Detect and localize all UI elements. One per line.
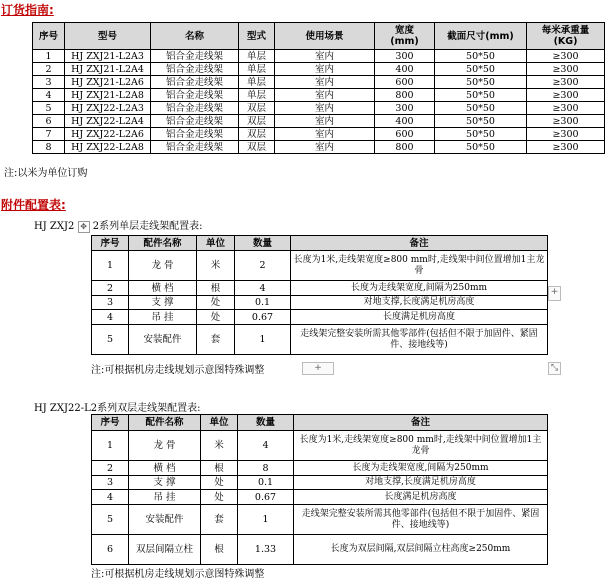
table-cell: ≥300 <box>527 89 605 102</box>
table-row <box>33 89 605 102</box>
single-title-part-b: 2系列单层走线架配置表: <box>92 221 203 232</box>
table-cell: ≥300 <box>527 76 605 89</box>
header-cell: 配件名称 <box>129 236 197 251</box>
header-cell: 单位 <box>201 415 238 431</box>
table-row <box>33 50 605 63</box>
table-cell: 4 <box>238 431 294 461</box>
table-cell: 6 <box>33 115 65 128</box>
header-cell: 备注 <box>294 415 548 431</box>
table-cell: 安装配件 <box>129 325 197 355</box>
table-row <box>33 63 605 76</box>
header-cell: 数量 <box>235 236 291 251</box>
table-cell: 吊 挂 <box>129 490 201 505</box>
table-cell: 吊 挂 <box>129 310 197 325</box>
header-cell: 截面尺寸(mm) <box>435 23 527 50</box>
order-note: 注:以米为单位订购 <box>4 168 88 179</box>
table-cell: 50*50 <box>435 115 527 128</box>
table-row <box>92 296 548 310</box>
table-cell: ≥300 <box>527 128 605 141</box>
table-cell: 0.67 <box>238 490 294 505</box>
table-cell: 1 <box>238 505 294 535</box>
table-cell: 8 <box>33 141 65 154</box>
table-cell: 2 <box>33 63 65 76</box>
add-row-button[interactable]: + <box>302 362 334 375</box>
header-cell: 序号 <box>92 415 129 431</box>
table-cell: 1.33 <box>238 535 294 565</box>
table-cell: 50*50 <box>435 102 527 115</box>
table-cell: ≥300 <box>527 63 605 76</box>
table-cell: HJ ZXJ22-L2A8 <box>65 141 151 154</box>
accessory-heading: 附件配置表: <box>1 198 66 212</box>
table-cell: 处 <box>201 476 238 490</box>
header-cell: 使用场景 <box>275 23 375 50</box>
table-cell: ≥300 <box>527 141 605 154</box>
table-cell: 长度为双层间隔,双层间隔立柱高度≥250mm <box>294 535 548 565</box>
resize-handle-icon[interactable]: ⤡ <box>548 362 561 375</box>
table-cell: 7 <box>33 128 65 141</box>
table-cell: 50*50 <box>435 50 527 63</box>
table-cell: 室内 <box>275 115 375 128</box>
table-cell: HJ ZXJ21-L2A3 <box>65 50 151 63</box>
double-layer-table <box>91 414 548 565</box>
table-row <box>92 461 548 476</box>
table-cell: 室内 <box>275 141 375 154</box>
header-cell: 单位 <box>197 236 235 251</box>
table-cell: 300 <box>375 50 435 63</box>
header-cell: 序号 <box>92 236 129 251</box>
table-cell: HJ ZXJ21-L2A8 <box>65 89 151 102</box>
table-cell: ≥300 <box>527 50 605 63</box>
table-row <box>33 141 605 154</box>
table-row <box>92 505 548 535</box>
table-cell: 支 撑 <box>129 296 197 310</box>
table-cell: 对地支撑,长度满足机房高度 <box>291 296 548 310</box>
order-guide-heading: 订货指南: <box>1 3 54 17</box>
table-cell: 室内 <box>275 50 375 63</box>
table-cell: 室内 <box>275 89 375 102</box>
table-cell: 2 <box>92 281 129 296</box>
table-cell: 走线架完整安装所需其他零部件(包括但不限于加固件、紧固件、接地线等) <box>294 505 548 535</box>
table-cell: 处 <box>197 296 235 310</box>
table-cell: 长度为1米,走线架宽度≥800 mm时,走线架中间位置增加1主龙骨 <box>294 431 548 461</box>
table-cell: 双层 <box>239 141 275 154</box>
table-cell: 单层 <box>239 89 275 102</box>
table-cell: 铝合金走线架 <box>151 76 239 89</box>
double-note: 注:可根据机房走线规划示意图特殊调整 <box>91 569 265 580</box>
header-cell: 型式 <box>239 23 275 50</box>
table-cell: ≥300 <box>527 102 605 115</box>
table-cell: 50*50 <box>435 76 527 89</box>
table-cell: 横 档 <box>129 461 201 476</box>
table-cell: 4 <box>33 89 65 102</box>
table-cell: 根 <box>201 535 238 565</box>
table-cell: 400 <box>375 115 435 128</box>
table-cell: 铝合金走线架 <box>151 89 239 102</box>
table-cell: 600 <box>375 76 435 89</box>
table-cell: 4 <box>92 490 129 505</box>
table-cell: 1 <box>235 325 291 355</box>
table-row <box>33 115 605 128</box>
header-cell: 配件名称 <box>129 415 201 431</box>
header-cell: 宽度 (mm) <box>375 23 435 50</box>
table-cell: 8 <box>238 461 294 476</box>
table-cell: 走线架完整安装所需其他零部件(包括但不限于加固件、紧固件、接地线等) <box>291 325 548 355</box>
table-row <box>92 476 548 490</box>
table-cell: 铝合金走线架 <box>151 63 239 76</box>
move-handle-icon[interactable]: ✥ <box>78 221 90 233</box>
double-table-title: HJ ZXJ22-L2系列双层走线架配置表: <box>34 403 201 414</box>
table-cell: 3 <box>92 476 129 490</box>
table-cell: 套 <box>201 505 238 535</box>
table-cell: 处 <box>201 490 238 505</box>
table-cell: HJ ZXJ22-L2A4 <box>65 115 151 128</box>
table-cell: 处 <box>197 310 235 325</box>
table-cell: 套 <box>197 325 235 355</box>
table-cell: 铝合金走线架 <box>151 141 239 154</box>
table-cell: 室内 <box>275 63 375 76</box>
table-cell: 800 <box>375 89 435 102</box>
table-cell: 龙 骨 <box>129 431 201 461</box>
double-table-header <box>92 415 548 431</box>
table-row <box>33 102 605 115</box>
table-cell: 室内 <box>275 76 375 89</box>
add-column-button[interactable]: + <box>548 286 561 301</box>
table-cell: 0.67 <box>235 310 291 325</box>
table-cell: 米 <box>201 431 238 461</box>
table-cell: HJ ZXJ22-L2A3 <box>65 102 151 115</box>
table-cell: 长度满足机房高度 <box>294 490 548 505</box>
table-cell: 50*50 <box>435 63 527 76</box>
table-cell: 双层 <box>239 128 275 141</box>
table-cell: 铝合金走线架 <box>151 115 239 128</box>
table-cell: 支 撑 <box>129 476 201 490</box>
table-cell: 根 <box>201 461 238 476</box>
single-table-title <box>34 217 202 233</box>
table-cell: 单层 <box>239 76 275 89</box>
table-cell: 双层间隔立柱 <box>129 535 201 565</box>
table-cell: 根 <box>197 281 235 296</box>
table-cell: ≥300 <box>527 115 605 128</box>
table-cell: 双层 <box>239 115 275 128</box>
table-row <box>92 490 548 505</box>
table-cell: 3 <box>33 76 65 89</box>
table-cell: 铝合金走线架 <box>151 50 239 63</box>
table-cell: 铝合金走线架 <box>151 102 239 115</box>
order-table <box>32 22 605 154</box>
table-cell: 单层 <box>239 63 275 76</box>
table-row <box>92 535 548 565</box>
table-cell: 800 <box>375 141 435 154</box>
single-title-part-a: HJ ZXJ2 <box>34 221 75 232</box>
table-cell: 600 <box>375 128 435 141</box>
table-cell: 长度为1米,走线架宽度≥800 mm时,走线架中间位置增加1主龙骨 <box>291 251 548 281</box>
table-cell: 安装配件 <box>129 505 201 535</box>
table-cell: 6 <box>92 535 129 565</box>
header-cell: 每米承重量 (KG) <box>527 23 605 50</box>
table-cell: 5 <box>92 505 129 535</box>
table-row <box>92 325 548 355</box>
table-row <box>92 431 548 461</box>
table-cell: 0.1 <box>235 296 291 310</box>
header-cell: 名称 <box>151 23 239 50</box>
table-cell: 4 <box>92 310 129 325</box>
table-cell: 铝合金走线架 <box>151 128 239 141</box>
table-cell: 长度为走线架宽度,间隔为250mm <box>291 281 548 296</box>
table-cell: 米 <box>197 251 235 281</box>
table-cell: 室内 <box>275 128 375 141</box>
table-cell: 双层 <box>239 102 275 115</box>
table-cell: 300 <box>375 102 435 115</box>
table-cell: 4 <box>235 281 291 296</box>
table-cell: 5 <box>33 102 65 115</box>
table-cell: 2 <box>92 461 129 476</box>
table-cell: 400 <box>375 63 435 76</box>
table-cell: 1 <box>33 50 65 63</box>
table-cell: 单层 <box>239 50 275 63</box>
table-cell: 50*50 <box>435 128 527 141</box>
table-cell: 室内 <box>275 102 375 115</box>
table-row <box>92 310 548 325</box>
table-cell: 0.1 <box>238 476 294 490</box>
single-table-header <box>92 236 548 251</box>
header-cell: 型号 <box>65 23 151 50</box>
table-cell: 长度满足机房高度 <box>291 310 548 325</box>
table-row <box>92 251 548 281</box>
header-cell: 序号 <box>33 23 65 50</box>
header-cell: 数量 <box>238 415 294 431</box>
table-cell: 50*50 <box>435 141 527 154</box>
table-row <box>33 128 605 141</box>
order-table-header <box>33 23 605 50</box>
table-cell: 5 <box>92 325 129 355</box>
table-row <box>92 281 548 296</box>
table-cell: 对地支撑,长度满足机房高度 <box>294 476 548 490</box>
single-layer-table <box>91 235 548 355</box>
table-cell: 3 <box>92 296 129 310</box>
table-cell: 龙 骨 <box>129 251 197 281</box>
table-cell: 长度为走线架宽度,间隔为250mm <box>294 461 548 476</box>
table-row <box>33 76 605 89</box>
table-cell: 1 <box>92 431 129 461</box>
table-cell: HJ ZXJ22-L2A6 <box>65 128 151 141</box>
table-cell: HJ ZXJ21-L2A6 <box>65 76 151 89</box>
table-cell: 2 <box>235 251 291 281</box>
table-cell: 横 档 <box>129 281 197 296</box>
header-cell: 备注 <box>291 236 548 251</box>
table-cell: HJ ZXJ21-L2A4 <box>65 63 151 76</box>
single-note: 注:可根据机房走线规划示意图特殊调整 <box>91 365 265 376</box>
table-cell: 50*50 <box>435 89 527 102</box>
table-cell: 1 <box>92 251 129 281</box>
